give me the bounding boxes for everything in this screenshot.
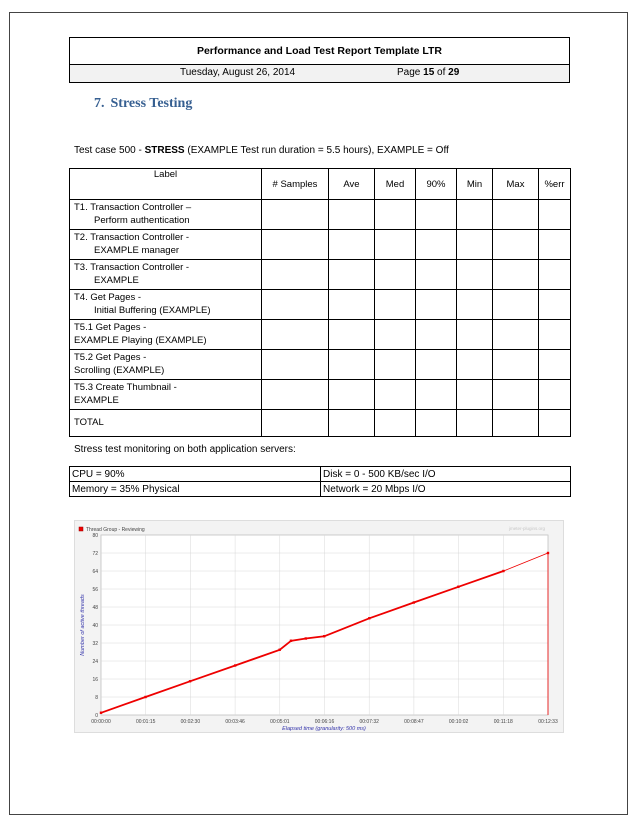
y-tick-label: 32 [92,641,98,647]
x-tick-label: 00:11:18 [493,719,513,725]
monitoring-intro: Stress test monitoring on both application servers: [74,444,296,455]
row-label: T3. Transaction Controller - EXAMPLE [70,260,262,290]
row-label: TOTAL [70,410,262,437]
series-point [100,712,102,714]
col-header: Label [70,169,262,200]
y-axis [92,533,98,719]
series-point [290,640,292,642]
row-label: T1. Transaction Controller – Perform authentication [70,200,262,230]
y-tick-label: 16 [92,677,98,683]
y-tick-label: 24 [92,659,98,665]
col-header: Max [493,169,539,200]
x-tick-label: 00:10:02 [448,719,469,725]
series-point [189,680,191,682]
y-tick-label: 8 [95,695,98,701]
disk-cell: Disk = 0 - 500 KB/sec I/O [321,467,571,482]
watermark: jmeter-plugins.org [508,526,545,531]
col-header: Ave [329,169,375,200]
row-label: T5.2 Get Pages - Scrolling (EXAMPLE) [70,350,262,380]
col-header: # Samples [262,169,329,200]
results-table [69,168,571,437]
series-point [413,601,415,603]
table-row [70,290,571,320]
series-point [323,635,325,637]
x-tick-label: 00:06:16 [314,719,335,725]
x-axis [91,719,558,725]
x-tick-label: 00:01:15 [135,719,156,725]
series-point [457,586,459,588]
y-axis-label: Number of active threads [80,594,86,656]
row-label: T4. Get Pages - Initial Buffering (EXAMPLE) [70,290,262,320]
col-header: Min [457,169,493,200]
table-row [70,380,571,410]
row-label: T5.1 Get Pages - EXAMPLE Playing (EXAMPLE) [70,320,262,350]
row-label: T2. Transaction Controller - EXAMPLE manager [70,230,262,260]
memory-cell: Memory = 35% Physical [70,482,321,497]
y-tick-label: 72 [92,551,98,557]
chart-canvas [75,521,563,732]
y-tick-label: 56 [92,587,98,593]
col-header: 90% [416,169,457,200]
legend-swatch [79,527,83,531]
series-point [144,696,146,698]
series-point [278,649,280,651]
network-cell: Network = 20 Mbps I/O [321,482,571,497]
series-point [305,637,307,639]
y-tick-label: 40 [92,623,98,629]
y-tick-label: 64 [92,569,98,575]
table-row [70,230,571,260]
section-title: Stress Testing [110,96,193,111]
table-row [70,467,571,482]
col-header: Med [375,169,416,200]
section-heading [94,96,192,112]
threads-chart [74,520,564,733]
series-point [502,570,504,572]
x-tick-label: 00:08:47 [404,719,424,725]
test-case-intro: Test case 500 - STRESS (EXAMPLE Test run duration = 5.5 hours), EXAMPLE = Off [74,145,449,156]
header-info [70,65,570,83]
x-tick-label: 00:00:00 [91,719,111,725]
table-row [70,320,571,350]
x-axis-label: Elapsed time (granularity: 500 ms) [282,726,366,732]
col-header: %err [539,169,571,200]
table-row [70,482,571,497]
report-title: Performance and Load Test Report Template LTR [70,38,570,65]
monitoring-table [69,466,571,497]
series-point [234,664,236,666]
page-number: Page 15 of 29 [397,67,460,78]
table-row-total [70,410,571,437]
test-type: STRESS [144,145,185,156]
x-tick-label: 00:12:33 [538,719,558,725]
x-tick-label: 00:05:01 [270,719,290,725]
report-date: Tuesday, August 26, 2014 [180,67,296,78]
x-tick-label: 00:03:46 [225,719,245,725]
table-header-row [70,169,571,200]
page-current: 15 [423,67,435,78]
legend-label: Thread Group - Reviewing [86,527,145,533]
table-row [70,260,571,290]
page-total: 29 [448,67,460,78]
table-row [70,350,571,380]
series-point [547,552,549,554]
row-label: T5.3 Create Thumbnail - EXAMPLE [70,380,262,410]
x-tick-label: 00:02:30 [180,719,201,725]
cpu-cell: CPU = 90% [70,467,321,482]
page-header [69,37,570,83]
y-tick-label: 80 [92,533,98,539]
y-tick-label: 48 [92,605,98,611]
table-row [70,200,571,230]
x-tick-label: 00:07:32 [359,719,379,725]
y-tick-label: 0 [95,713,98,719]
series-point [368,617,370,619]
section-number: 7. [94,96,105,111]
